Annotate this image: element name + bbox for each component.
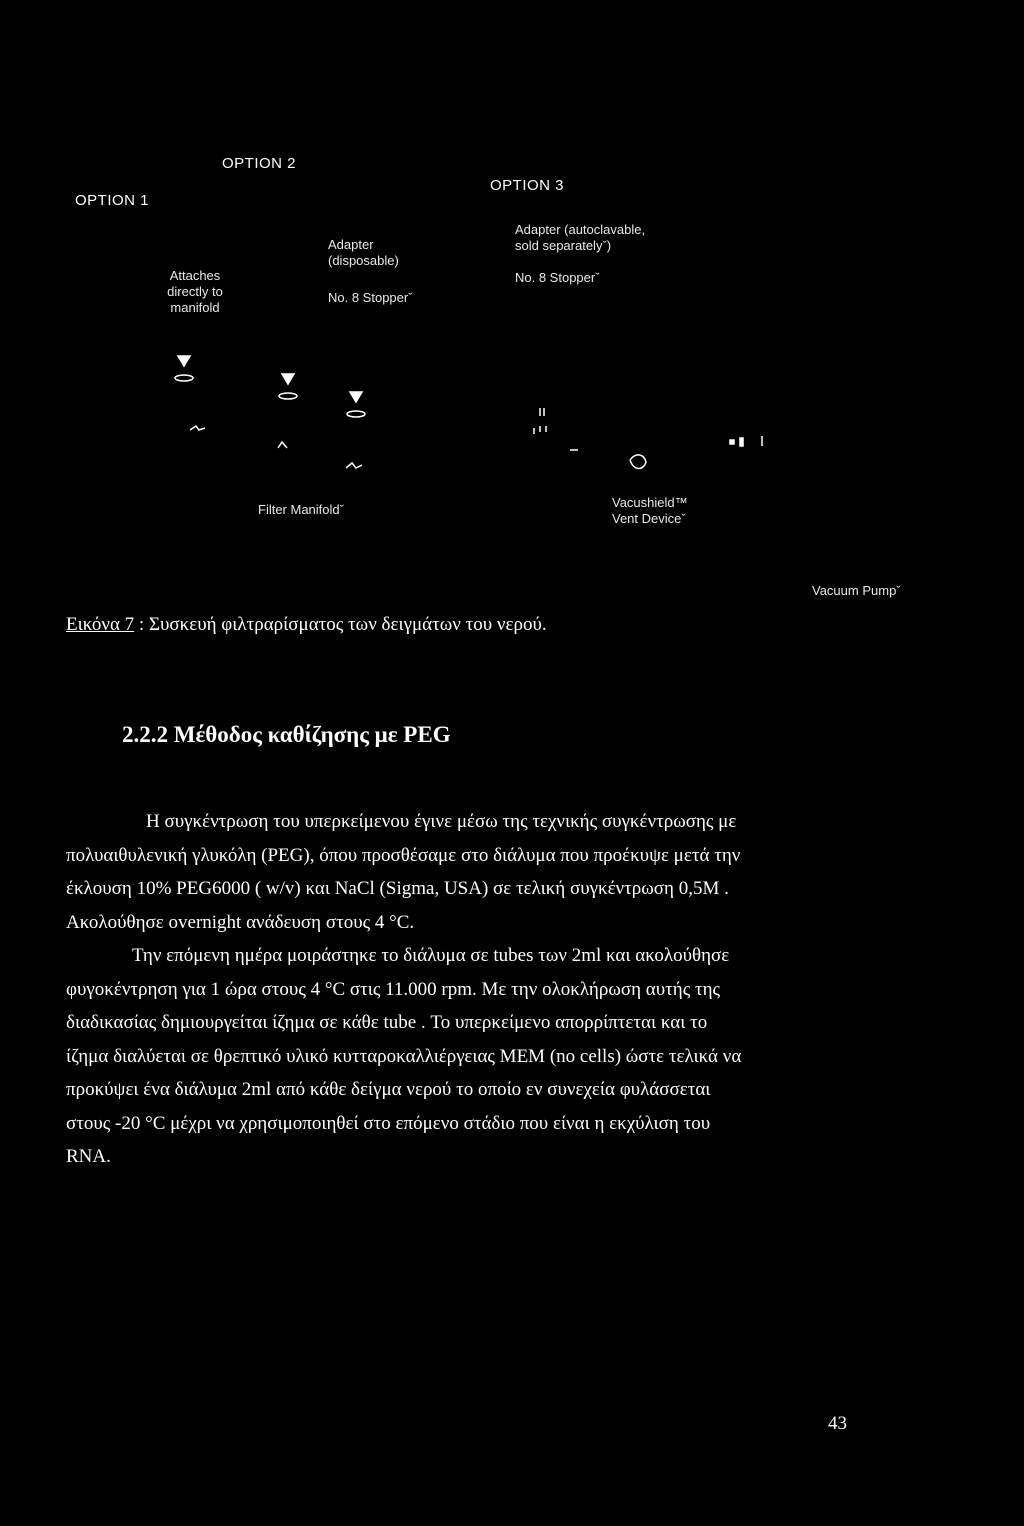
section-heading: 2.2.2 Μέθοδος καθίζησης με PEG (122, 722, 451, 747)
stopper-left-label: No. 8 Stopperˇ (328, 290, 413, 305)
paragraph-line: ίζημα διαλύεται σε θρεπτικό υλικό κυτταροκαλλιέργειας ΜΕΜ (no cells) ώστε τελικά να (66, 1045, 742, 1067)
option2-label: OPTION 2 (222, 155, 297, 172)
vacuum-pump-label: Vacuum Pumpˇ (812, 583, 901, 598)
paragraph-line: στους -20 °C μέχρι να χρησιμοποιηθεί στο επόμενο στάδιο που είναι η εκχύλιση του (66, 1112, 711, 1134)
filter-manifold-label: Filter Manifoldˇ (258, 502, 344, 517)
paragraph-line: Η συγκέντρωση του υπερκείμενου έγινε μέσω της τεχνικής συγκέντρωσης με (146, 811, 737, 832)
paragraph-line: φυγοκέντρηση για 1 ώρα στους 4 °C στις 11.000 rpm. Με την ολοκλήρωση αυτής της (66, 978, 721, 1000)
filtration-apparatus-figure (150, 340, 870, 490)
caption-text: : Συσκευή φιλτραρίσματος των δειγμάτων του νερού. (134, 614, 547, 635)
paragraph-line: Ακολούθησε overnight ανάδευση στους 4 °C. (66, 911, 415, 933)
page-number: 43 (828, 1413, 847, 1434)
stopper-right-label: No. 8 Stopperˇ (515, 270, 600, 285)
paragraph-1 (66, 805, 855, 1174)
attaches-label: Attaches directly to manifold (167, 268, 223, 315)
option1-label: OPTION 1 (75, 192, 150, 209)
paragraph-line: πολυαιθυλενική γλυκόλη (PEG), όπου προσθέσαμε στο διάλυμα που προέκυψε μετά την (66, 844, 741, 866)
paragraph-line: διαδικασίας δημιουργείται ίζημα σε κάθε tube . Το υπερκείμενο απορρίπτεται και το (66, 1012, 708, 1033)
arrow-down-icon (282, 374, 294, 384)
caption-prefix: Εικόνα 7 (66, 614, 135, 635)
adapter-disposable-label: Adapter (disposable) (328, 237, 399, 268)
figure-caption (66, 614, 547, 636)
arrow-down-icon (350, 392, 362, 402)
paragraph-line: RNA. (66, 1146, 111, 1167)
vacushield-label: Vacushield™ Vent Deviceˇ (612, 495, 688, 526)
paragraph-line: προκύψει ένα διάλυμα 2ml από κάθε δείγμα νερού το οποίο εν συνεχεία φυλάσσεται (66, 1079, 711, 1100)
option3-label: OPTION 3 (490, 177, 565, 194)
paragraph-line: έκλουση 10% PEG6000 ( w/v) και NaCl (Sigma, USA) σε τελική συγκέντρωση 0,5Μ . (66, 878, 729, 899)
arrow-down-icon (178, 356, 190, 366)
adapter-autoclavable-label: Adapter (autoclavable, sold separatelyˇ) (515, 222, 646, 253)
paragraph-line: Την επόμενη ημέρα μοιράστηκε το διάλυμα σε tubes των 2ml και ακολούθησε (132, 945, 730, 966)
